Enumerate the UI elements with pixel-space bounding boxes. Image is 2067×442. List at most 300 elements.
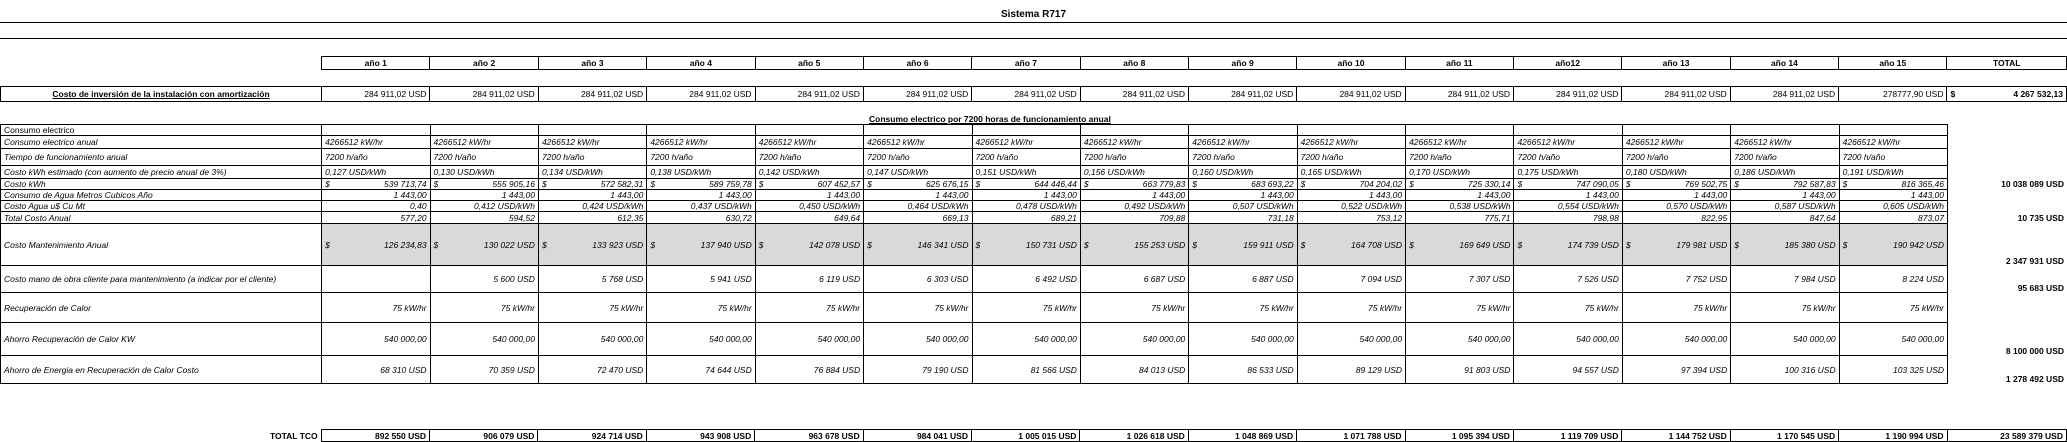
value-text: 179 981 USD — [1676, 239, 1728, 250]
currency-symbol: $ — [1625, 239, 1631, 250]
value-text: 4266512 kW/hr — [325, 137, 383, 147]
value-text: 4266512 kW/hr — [1734, 137, 1792, 147]
value-text: 0,138 USD/kWh — [650, 167, 712, 177]
value-text: 4266512 kW/hr — [1083, 137, 1142, 147]
currency-symbol: $ — [1842, 179, 1848, 189]
value-text: 4266512 kW/hr — [1409, 137, 1467, 147]
value-text: 1 443,00 — [1477, 190, 1511, 200]
investment-value: 284 911,02 USD — [1297, 87, 1405, 102]
investment-table — [0, 56, 2067, 102]
value-text: 0,40 — [410, 201, 427, 211]
value-text: 155 253 USD — [1134, 239, 1186, 250]
row-value — [1731, 190, 1839, 201]
row-value — [1297, 323, 1405, 356]
currency-symbol: $ — [1734, 239, 1739, 250]
value-text: 6 303 USD — [926, 274, 969, 284]
value-text: 1 443,00 — [393, 190, 427, 200]
row-value — [1839, 136, 1947, 149]
value-text: 1 443,00 — [935, 190, 969, 200]
value-text: 68 310 USD — [380, 364, 427, 375]
value-text: 709,88 — [1159, 212, 1186, 223]
row-value — [322, 136, 430, 149]
value-text: 1 443,00 — [1910, 190, 1945, 200]
tco-value: 1 119 709 USD — [1513, 430, 1621, 442]
currency-symbol: $ — [975, 239, 981, 250]
row-value — [647, 190, 755, 201]
currency-symbol: $ — [650, 239, 656, 250]
spacer-cell — [1080, 70, 1188, 87]
currency-symbol: $ — [1517, 179, 1523, 189]
header-row — [1, 57, 2067, 70]
currency-symbol: $ — [541, 239, 547, 250]
value-text: 75 kW/hr — [717, 302, 752, 313]
value-text: 97 394 USD — [1680, 364, 1728, 375]
header-year: año 13 — [1622, 57, 1730, 70]
value-text: 0,191 USD/kWh — [1842, 167, 1904, 177]
row-value — [1731, 149, 1839, 166]
row-value — [1297, 166, 1405, 179]
row-value — [647, 125, 755, 136]
currency-symbol: $ — [1083, 179, 1089, 189]
value-text: 625 676,15 — [925, 179, 969, 189]
row-value — [864, 125, 972, 136]
row-value — [322, 356, 430, 384]
row-label: Consumo electrico — [1, 125, 322, 136]
row-value — [647, 224, 755, 266]
header-year: año 9 — [1188, 57, 1296, 70]
row-value — [1514, 125, 1622, 136]
row-value — [1080, 212, 1188, 224]
currency-symbol: $ — [1842, 239, 1848, 250]
spacer-cell — [1405, 70, 1513, 87]
row-value — [1622, 190, 1730, 201]
row-value — [1839, 266, 1947, 293]
value-text: 6 492 USD — [1035, 274, 1077, 284]
row-value — [1406, 356, 1514, 384]
value-text: 649,64 — [834, 212, 861, 223]
row-value — [1080, 266, 1188, 293]
sheet-title: Sistema R717 — [1000, 9, 1067, 20]
header-year: año12 — [1514, 57, 1622, 70]
row-value — [1297, 356, 1405, 384]
data-row — [1, 323, 2067, 356]
header-year: año 10 — [1297, 57, 1405, 70]
value-text: 607 452,57 — [817, 179, 861, 189]
value-text: 7200 h/año — [650, 152, 693, 162]
row-value — [322, 149, 430, 166]
value-text: 0,538 USD/kWh — [1449, 201, 1511, 211]
value-text: 540 000,00 — [1251, 334, 1294, 344]
value-text: 75 kW/hr — [1042, 302, 1077, 313]
row-value — [1731, 266, 1839, 293]
spacer-cell — [647, 70, 755, 87]
row-value — [647, 136, 755, 149]
row-value — [972, 136, 1080, 149]
row-value — [1622, 179, 1730, 190]
value-text: 7200 h/año — [1517, 152, 1560, 162]
value-text: 0,127 USD/kWh — [325, 167, 387, 177]
value-text: 0,464 USD/kWh — [907, 201, 969, 211]
value-text: 1 443,00 — [827, 190, 861, 200]
value-text: 133 923 USD — [592, 239, 644, 250]
row-value — [1622, 136, 1730, 149]
spacer-cell — [322, 70, 430, 87]
value-text: 798,98 — [1592, 212, 1619, 223]
row-total — [1948, 125, 2067, 136]
value-text: 4266512 kW/hr — [433, 137, 492, 147]
row-value — [1297, 212, 1405, 224]
value-text: 75 kW/hr — [609, 302, 644, 313]
row-value — [972, 266, 1080, 293]
header-blank — [1, 57, 322, 70]
tco-value: 963 678 USD — [755, 430, 863, 442]
investment-value: 284 911,02 USD — [1188, 87, 1296, 102]
investment-value: 284 911,02 USD — [538, 87, 646, 102]
row-value — [972, 201, 1080, 212]
currency-symbol: $ — [650, 179, 656, 189]
row-value — [1297, 136, 1405, 149]
row-total: 10 735 USD — [1948, 212, 2067, 224]
row-value — [1406, 179, 1514, 190]
row-value — [755, 125, 863, 136]
row-value — [430, 224, 538, 266]
row-value — [755, 190, 863, 201]
row-value — [1080, 323, 1188, 356]
header-year: año 6 — [863, 57, 971, 70]
section-title: Consumo electrico por 7200 horas de funcionamiento anual — [869, 114, 1111, 124]
row-value — [1514, 293, 1622, 323]
currency-symbol: $ — [1734, 179, 1739, 189]
row-value — [1514, 266, 1622, 293]
row-value — [1080, 224, 1188, 266]
currency-symbol: $ — [867, 239, 872, 250]
value-text: 0,170 USD/kWh — [1409, 167, 1471, 177]
row-value — [1189, 166, 1297, 179]
row-value — [864, 266, 972, 293]
tco-value: 892 550 USD — [321, 430, 429, 442]
value-text: 540 000,00 — [1576, 334, 1619, 344]
value-text: 4266512 kW/hr — [1300, 137, 1359, 147]
value-text: 0,570 USD/kWh — [1666, 201, 1728, 211]
data-row — [1, 166, 2067, 179]
value-text: 7200 h/año — [758, 152, 802, 162]
row-value — [864, 149, 972, 166]
value-text: 1 443,00 — [1368, 190, 1403, 200]
tco-row — [0, 430, 2067, 442]
value-text: 792 587,83 — [1793, 179, 1836, 189]
data-row — [1, 356, 2067, 384]
value-text: 540 000,00 — [817, 334, 861, 344]
value-text: 164 708 USD — [1351, 239, 1403, 250]
row-value — [1622, 266, 1730, 293]
row-value — [1189, 125, 1297, 136]
investment-value: 284 911,02 USD — [1622, 87, 1730, 102]
row-value — [1189, 293, 1297, 323]
currency-symbol: $ — [1950, 89, 1956, 99]
tco-value: 906 079 USD — [430, 430, 538, 442]
row-total: 8 100 000 USD — [1948, 323, 2067, 356]
value-text: 0,186 USD/kWh — [1734, 167, 1796, 177]
currency-symbol: $ — [867, 179, 872, 189]
row-value — [1406, 266, 1514, 293]
tco-value: 1 048 869 USD — [1188, 430, 1296, 442]
spacer-cell — [1514, 70, 1622, 87]
tco-value: 1 026 618 USD — [1080, 430, 1188, 442]
investment-value: 284 911,02 USD — [1080, 87, 1188, 102]
value-text: 7200 h/año — [541, 152, 585, 162]
value-text: 79 190 USD — [922, 364, 969, 375]
value-text: 572 582,31 — [600, 179, 644, 189]
row-value — [1514, 166, 1622, 179]
value-text: 540 000,00 — [709, 334, 752, 344]
header-year: año 1 — [322, 57, 430, 70]
row-label: Ahorro Recuperación de Calor KW — [1, 323, 322, 356]
row-value — [1189, 356, 1297, 384]
value-text: 75 kW/hr — [1476, 302, 1511, 313]
value-text: 72 470 USD — [597, 364, 644, 375]
row-value — [1839, 224, 1947, 266]
value-text: 0,151 USD/kWh — [975, 167, 1037, 177]
value-text: 130 022 USD — [483, 239, 535, 250]
spacer-cell — [755, 70, 863, 87]
row-value — [1839, 323, 1947, 356]
row-value — [755, 323, 863, 356]
data-row — [1, 125, 2067, 136]
row-value — [864, 323, 972, 356]
row-value — [972, 125, 1080, 136]
value-text: 0,437 USD/kWh — [690, 201, 752, 211]
value-text: 75 kW/hr — [500, 302, 535, 313]
value-text: 7200 h/año — [1734, 152, 1777, 162]
value-text: 540 000,00 — [1034, 334, 1077, 344]
value-text: 0,450 USD/kWh — [799, 201, 861, 211]
investment-value: 284 911,02 USD — [755, 87, 863, 102]
row-total — [1948, 166, 2067, 179]
value-text: 540 000,00 — [1901, 334, 1945, 344]
value-text: 747 090,05 — [1576, 179, 1619, 189]
spacer-cell — [1188, 70, 1296, 87]
row-value — [322, 293, 430, 323]
row-value — [1731, 201, 1839, 212]
value-text: 103 325 USD — [1892, 364, 1945, 375]
row-label: Ahorro de Energia en Recuperación de Calor Costo — [1, 356, 322, 384]
data-row — [1, 190, 2067, 201]
row-value — [755, 293, 863, 323]
row-value — [322, 166, 430, 179]
investment-value: 284 911,02 USD — [863, 87, 971, 102]
value-text: 159 911 USD — [1243, 239, 1294, 250]
currency-symbol: $ — [1300, 239, 1306, 250]
value-text: 4266512 kW/hr — [758, 137, 817, 147]
row-value — [538, 356, 646, 384]
value-text: 725 330,14 — [1467, 179, 1511, 189]
value-text: 146 341 USD — [917, 239, 969, 250]
row-label: Costo kWh estimado (con aumento de precio anual de 3%) — [1, 166, 322, 179]
value-text: 81 566 USD — [1030, 364, 1077, 375]
value-text: 5 768 USD — [601, 274, 644, 284]
row-value — [538, 136, 646, 149]
row-value — [647, 212, 755, 224]
value-text: 539 713,74 — [384, 179, 427, 189]
value-text: 89 129 USD — [1355, 364, 1403, 375]
value-text: 137 940 USD — [700, 239, 752, 250]
tco-value: 943 908 USD — [646, 430, 754, 442]
investment-total — [1947, 87, 2067, 102]
row-value — [1189, 179, 1297, 190]
row-value — [647, 266, 755, 293]
value-text: 540 000,00 — [1793, 334, 1836, 344]
tco-value: 1 005 015 USD — [972, 430, 1080, 442]
value-text: 75 kW/hr — [1584, 302, 1619, 313]
header-year: año 7 — [972, 57, 1080, 70]
row-value — [972, 212, 1080, 224]
row-label: Consumo de Agua Metros Cubicos Año — [1, 190, 322, 201]
row-value — [1297, 293, 1405, 323]
currency-symbol: $ — [758, 179, 764, 189]
value-text: 0,165 USD/kWh — [1300, 167, 1362, 177]
value-text: 0,156 USD/kWh — [1083, 167, 1145, 177]
row-value — [1080, 149, 1188, 166]
value-text: 7200 h/año — [1300, 152, 1344, 162]
row-value — [430, 266, 538, 293]
row-value — [1514, 201, 1622, 212]
row-value — [647, 293, 755, 323]
value-text: 185 380 USD — [1784, 239, 1836, 250]
value-text: 4266512 kW/hr — [650, 137, 708, 147]
row-label: Costo Mantenimiento Anual — [1, 224, 322, 266]
row-value — [972, 179, 1080, 190]
row-value — [1297, 179, 1405, 190]
tco-total: 23 589 379 USD — [1947, 430, 2066, 442]
value-text: 0,134 USD/kWh — [541, 167, 603, 177]
row-value — [1080, 136, 1188, 149]
row-total: 1 278 492 USD — [1948, 356, 2067, 384]
row-value — [1622, 201, 1730, 212]
data-row — [1, 266, 2067, 293]
row-value — [1514, 323, 1622, 356]
value-text: 6 887 USD — [1252, 274, 1294, 284]
row-value — [1189, 149, 1297, 166]
data-row — [1, 293, 2067, 323]
value-text: 1 443,00 — [1585, 190, 1619, 200]
row-value — [647, 149, 755, 166]
value-text: 769 502,75 — [1684, 179, 1728, 189]
value-text: 7 094 USD — [1360, 274, 1403, 284]
data-row — [1, 149, 2067, 166]
row-value — [864, 201, 972, 212]
row-value — [538, 125, 646, 136]
row-value — [322, 125, 430, 136]
row-value — [1514, 149, 1622, 166]
row-value — [1839, 212, 1947, 224]
row-value — [647, 356, 755, 384]
value-text: 4266512 kW/hr — [1842, 137, 1901, 147]
row-value — [1297, 201, 1405, 212]
row-value — [1839, 149, 1947, 166]
row-value — [430, 323, 538, 356]
data-row — [1, 201, 2067, 212]
row-value — [1297, 190, 1405, 201]
value-text: 0,412 USD/kWh — [473, 201, 535, 211]
value-text: 94 557 USD — [1572, 364, 1619, 375]
currency-symbol: $ — [433, 239, 439, 250]
row-value — [1189, 201, 1297, 212]
header-year: año 11 — [1405, 57, 1513, 70]
row-value — [755, 266, 863, 293]
row-value — [538, 201, 646, 212]
investment-total-value: 4 267 532,13 — [2013, 89, 2063, 99]
row-value — [1622, 166, 1730, 179]
row-value — [1622, 293, 1730, 323]
row-value — [1080, 356, 1188, 384]
row-value — [1731, 179, 1839, 190]
row-value — [1731, 125, 1839, 136]
row-value — [322, 266, 430, 293]
row-total: 10 038 089 USD — [1948, 179, 2067, 190]
value-text: 775,71 — [1484, 212, 1511, 223]
value-text: 4266512 kW/hr — [541, 137, 600, 147]
value-text: 540 000,00 — [1467, 334, 1511, 344]
currency-symbol: $ — [1300, 179, 1306, 189]
value-text: 669,13 — [942, 212, 969, 223]
row-value — [972, 356, 1080, 384]
value-text: 150 731 USD — [1025, 239, 1077, 250]
value-text: 1 443,00 — [501, 190, 535, 200]
row-value — [322, 212, 430, 224]
row-label: Costo kWh — [1, 179, 322, 190]
row-value — [647, 323, 755, 356]
spacer-cell — [863, 70, 971, 87]
value-text: 7200 h/año — [867, 152, 910, 162]
row-value — [1080, 179, 1188, 190]
row-total — [1948, 190, 2067, 201]
row-value — [1731, 356, 1839, 384]
value-text: 612,35 — [617, 212, 644, 223]
value-text: 540 000,00 — [1359, 334, 1403, 344]
row-total — [1948, 149, 2067, 166]
value-text: 873,07 — [1918, 212, 1945, 223]
row-value — [1839, 125, 1947, 136]
currency-symbol: $ — [1409, 239, 1414, 250]
row-value — [1406, 125, 1514, 136]
row-value — [430, 166, 538, 179]
row-value — [1189, 266, 1297, 293]
value-text: 1 443,00 — [1260, 190, 1294, 200]
row-value — [1731, 166, 1839, 179]
value-text: 689,21 — [1050, 212, 1077, 223]
value-text: 7200 h/año — [1083, 152, 1127, 162]
row-value — [755, 149, 863, 166]
value-text: 75 kW/hr — [934, 302, 969, 313]
row-value — [430, 356, 538, 384]
spacer-cell — [538, 70, 646, 87]
row-value — [972, 224, 1080, 266]
row-value — [322, 190, 430, 201]
value-text: 75 kW/hr — [1910, 302, 1945, 313]
investment-value: 284 911,02 USD — [430, 87, 538, 102]
consumption-table — [0, 124, 2067, 384]
row-value — [1406, 201, 1514, 212]
row-value — [1189, 212, 1297, 224]
row-value — [647, 166, 755, 179]
investment-value: 284 911,02 USD — [1730, 87, 1838, 102]
spacer-cell — [1730, 70, 1838, 87]
row-value — [1189, 190, 1297, 201]
data-row — [1, 179, 2067, 190]
value-text: 1 443,00 — [1152, 190, 1186, 200]
value-text: 7200 h/año — [433, 152, 477, 162]
row-value — [1622, 323, 1730, 356]
